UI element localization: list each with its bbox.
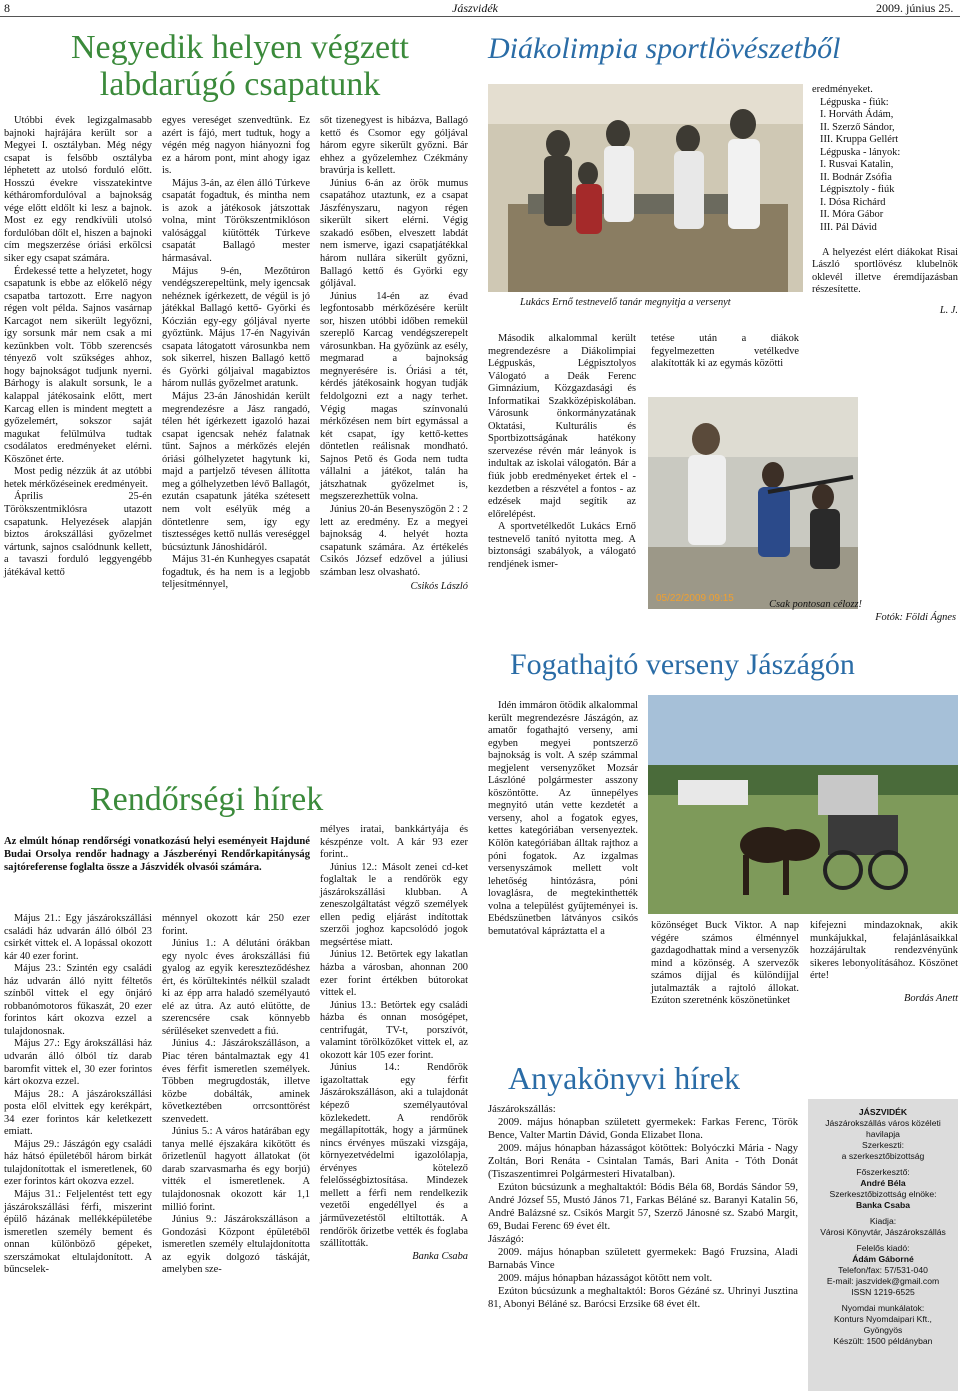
police-column-3: [320, 824, 468, 1263]
paragraph: tetése után a diákok fegyelmezetten vetélkedve alakították ki az egymás közötti: [651, 333, 799, 370]
paragraph: Június 14-én az évad legfontosabb mérkőzésére került sor, hiszen utóbbi időben remekül szereplő Karcag vendégszerepelt városunkban. Ha győzünk az esély, megmarad a bajnokság megnyerésére is. Óriási a tét, kérdés játékosaink hogyan tudják feldolgozni ezt a nagy terhet. Végig magas színvonalú mérkőzésen nem bírt egymással a két csapat, így kettő-kettes döntetlen reálisnak mondható. Sajnos Pető és Goda nem tudta vállalni a játékot, talán ha játszhatnak győzelmet is, megszerezhettük volna.: [320, 290, 468, 503]
imprint-line: Felelős kiadó:: [856, 1243, 910, 1253]
result-item: III. Pál Dávid: [820, 222, 877, 234]
result-heading: Légpuska - lányok:: [820, 146, 901, 158]
paragraph: Most pedig nézzük át az utóbbi hetek mérkőzéseinek eredményeit.: [4, 466, 152, 490]
imprint-line: Készült: 1500 példányban: [833, 1336, 933, 1346]
paragraph: Június 12. Betörtek egy lakatlan házba a városban, ahonnan 200 ezer forint értékben bútorokat vittek el.: [320, 949, 468, 999]
imprint-box: [808, 1099, 958, 1391]
paragraph: ménnyel okozott kár 250 ezer forint.: [162, 913, 310, 937]
paragraph: Június 6-án az örök mumus csapatához utaztunk, ez a csapat Jászfényszaru, nagyon régen sikerült sikert elérni. Végig szakadó esőben, elveszett labdát nem ismerve, igazi csapatjátékkal három nullára sikerült győzni, Ballagó kettő és Györki egy góljával.: [320, 177, 468, 290]
carriage-photo: [648, 695, 958, 914]
police-title: Rendőrségi hírek: [90, 781, 324, 818]
carriage-title: Fogathajtó verseny Jászágón: [510, 648, 855, 681]
paragraph: Június 12.: Másolt zenei cd-ket foglaltak le a rendőrök egy jászárokszállási klubban. A zeneszolgáltatást végző személyek ellen pedig eljárást indítottak szerzői joghoz kapcsolódó jogok megsértése miatt.: [320, 861, 468, 948]
imprint-line: Nyomdai munkálatok:: [841, 1303, 925, 1313]
paragraph: Április 25-én Törökszentmiklósra utazott csapatunk. Helyezések alapján biztos árokszállási győzelmet vártunk, sajnos csalódnunk kellett, a tavaszi forduló leggyengébb játékával kettő: [4, 491, 152, 578]
police-column-2: [162, 913, 310, 1277]
imprint-line: a szerkesztőbizottság: [841, 1151, 925, 1161]
result-item: I. Rusvai Katalin,: [820, 159, 894, 171]
shooting-column-2: [651, 333, 799, 371]
carriage-column-1: [488, 700, 638, 938]
result-item: II. Móra Gábor: [820, 209, 884, 221]
result-heading: Légpisztoly - fiúk: [820, 184, 895, 196]
paragraph: egyes vereséget szenvedtünk. Ez azért is fájó, mert tudtuk, hogy a végén még nagyon hiányozni fog ez a három pont, mint ahogy igaz is.: [162, 115, 310, 177]
shooting-signature: L. J.: [939, 304, 958, 316]
football-signature: Csikós László: [410, 581, 468, 593]
imprint-line: Kiadja:: [869, 1216, 897, 1226]
registry-place-label: Jászárokszállás:: [488, 1104, 556, 1115]
shooting-results: [812, 84, 958, 317]
paragraph: Utóbbi évek legizgalmasabb bajnoki hajrájára került sor a Megyei I. osztályban. Még négy csapat is felsőbb osztályba léphetett az utolsó forduló előtt. Hosszú évekre visszatekintve kétháromfordulóval a bajnokság vége előtt eldőlt ki lesz a bajnok. Most ez egy rendkívüli utolsó fordulóban dőlt el, hiszen a bajnoki cím megszerzése óriási erkölcsi siker egy csapat számára.: [4, 115, 152, 265]
football-column-2: [162, 115, 310, 592]
paragraph: Május 27.: Egy árokszállási ház udvarán álló ólból tíz darab baromfit vittek el, 30 ezer forintos kárt okozva ezzel.: [4, 1038, 152, 1088]
paragraph: kifejezni mindazoknak, akik munkájukkal, felajánlásaikkal hozzájárultak rendezvényünk sikeres lebonyolításához. Köszönet érte!: [810, 920, 958, 982]
paragraph: Érdekessé tette a helyzetet, hogy csapatunk is ebbe az előkelő négy csapatba tartozott. Erre nagyon régen volt példa. Sajnos vasárnap Karcagot nem sikerült legyőzni, így sorsunk már nem csak a mi kezünkben volt. Több szerencsés tényező volt szükséges ahhoz, hogy bajnokságot tudjunk nyerni. Bárhogy is alakult sorsunk, le a kalappal játékosaink előtt, mert Karcag ellen is mindent megtett a győzelemért, sokszor saját magukat felülmúlva tudtak csodálatos eredményeket elérni. Köszönet érte.: [4, 265, 152, 465]
page-number: 8: [4, 1, 10, 15]
shooting-column-1: [488, 333, 636, 571]
carriage-signature: Bordás Anett: [904, 992, 958, 1004]
photo-credit: Fotók: Földi Ágnes: [875, 612, 956, 623]
result-item: I. Dósa Richárd: [820, 196, 886, 208]
shooting-title: Diákolimpia sportlövészetből: [488, 32, 841, 65]
result-item: II. Bodnár Zsófia: [820, 171, 892, 183]
paragraph: 2009. május hónapban házasságot kötött nem volt.: [498, 1273, 713, 1284]
paragraph: Június 5.: A város határában egy tanya mellé éjszakára kikötött és őrizetlenül hagyott állatokat (öt darab szarvasmarha és egy borjú) vitték el ismeretlenek. A tulajdonosnak okozott kár 1,1 millió forint.: [162, 1126, 310, 1213]
football-title: Negyedik helyen végzett labdarúgó csapatunk: [71, 29, 409, 103]
imprint-line: Városi Könyvtár, Jászárokszállás: [820, 1227, 946, 1237]
shooting-photo-1-caption: Lukács Ernő testnevelő tanár megnyitja a versenyt: [520, 297, 731, 308]
paragraph: Május 23.: Szintén egy családi ház udvarán álló nyitt féltetős színből vittek el egy önjáró robbanómotoros fűkaszát, 20 ezer forintos kárt okozva ezzel a tulajdonosnak.: [4, 963, 152, 1037]
paragraph: Június 20-án Besenyszögön 2 : 2 lett az eredmény. Ez a megyei bajnokság 4. helyét hozta csapatunk számára. Az értékelés Csikós József edzővel a júliusi számban lesz olvasható.: [320, 503, 468, 578]
paragraph: 2009. május hónapban született gyermekek: Farkas Ferenc, Török Bence, Valter Martin Dávid, Gonda Elizabet Ilona.: [488, 1117, 798, 1141]
paragraph: Május 31.: Feljelentést tett egy jászárokszállási férfi, miszerint épülő házának mellékképületébe ismeretlen személy bement és onnan különböző gépeket, szerszámokat eltulajdonított. A bűncselek-: [4, 1189, 152, 1276]
paragraph: Május 21.: Egy jászárokszállási családi ház udvarán álló ólból 23 csirkét vittek el. A lopással okozott kár 40 ezer forint.: [4, 913, 152, 962]
football-column-1: [4, 115, 152, 579]
photo-timestamp: 05/22/2009 09:15: [656, 593, 734, 604]
students-group-photo: [488, 84, 803, 292]
issue-date: 2009. június 25.: [876, 1, 954, 15]
imprint-line: ISSN 1219-6525: [851, 1287, 915, 1297]
carriage-column-3: [810, 920, 958, 1005]
shooting-range-photo: [648, 397, 858, 609]
football-column-3: [320, 115, 468, 594]
registry-title: Anyakönyvi hírek: [508, 1060, 740, 1096]
result-item: I. Horváth Ádám,: [820, 109, 894, 121]
paragraph: mélyes iratai, bankkártyája és készpénze volt. A kár 93 ezer forint..: [320, 824, 468, 861]
paragraph: 2009. május hónapban házasságot kötöttek: Bolyóczki Mária - Nagy Zoltán, Bori Renáta - Csintalan Tamás, Bari Anita - Tóth Donát (Tiszaszentimrei Polgármesteri Hivatalban).: [488, 1143, 798, 1180]
registry-place-label: Jászágó:: [488, 1234, 524, 1245]
results-list: [812, 97, 958, 235]
results-intro: eredményeket.: [812, 84, 873, 95]
paragraph: Június 9.: Jászárokszálláson a Gondozási Központ épületéből ismeretlen személy eltulajdonította az egyik dolgozó táskáját, amelyben sze-: [162, 1214, 310, 1276]
police-intro: Az elmúlt hónap rendőrségi vonatkozású helyi eseményeit Hajduné Budai Orsolya rendőr hadnagy a Jászberényi Rendőrkapitányság sajtóreferense foglalta össze a Jászvidék olvasói számára.: [4, 836, 310, 873]
newspaper-name: Jászvidék: [452, 1, 498, 15]
registry-body: [488, 1103, 798, 1311]
paragraph: 2009. május hónapban született gyermekek: Bagó Fruzsina, Aladi Barnabás Vince: [488, 1247, 798, 1271]
paragraph: közönséget Buck Viktor. A nap végére számos élménnyel gazdagodhattak mind a versenyzők mind a közönség. A szervezők számos díjjal és különdíjjal jutalmazták a rajtoló állokat. Ezúton szeretnénk köszönetünket: [651, 920, 799, 1007]
shooting-photo-2-caption: Csak pontosan célozz!: [769, 599, 862, 610]
police-column-1: [4, 913, 152, 1277]
paragraph: A sportvetélkedőt Lukács Ernő testnevelő tanító nyitotta meg. A biztonsági szabályok, a válogató rendjének ismer-: [488, 521, 636, 570]
imprint-line: André Béla: [860, 1178, 906, 1188]
paragraph: Idén immáron ötödik alkalommal került megrendezésre Jászágón, az amatőr fogathajtó verseny, ami egyben megyei pontszerző bajnokság is volt. A szép számmal megjelent versenyzőket Mozsár Lászlóné polgármester asszony köszöntötte. Az ünnepélyes megnyitó után vette kezdetét a verseny, ahol a fogatok egyes, kettes kategóriában versenyeztek. Kölön kategóriában álltak rajthoz a póni fogatok. Az izgalmas versenyszámok mellett volt lehetőség hintózásra, póni lovaglásra, de megtekinthették volna a települést gyűjteményei is. Ebédszünetben látványos csikós bemutatóval kápráztatta el a: [488, 700, 638, 937]
imprint-line: Jászárokszállás város közéleti: [825, 1118, 941, 1128]
paragraph: sőt tizenegyest is hibázva, Ballagó kettő és Csomor egy góljával három egyre sikerült győzni. Bár ehhez a győzelemhez Czékmány bravúrja is kellett.: [320, 115, 468, 177]
paragraph: Május 3-án, az élen álló Túrkeve csapatát fogadtuk, és mintha nem is azok a játékosok játszottak volna, mint Törökszentmiklóson valósággal kiütötték Túrkeve csapatát Ballagó mester hármasával.: [162, 177, 310, 265]
imprint-line: JÁSZVIDÉK: [858, 1107, 908, 1117]
horse-carriage-photo: [648, 695, 958, 914]
carriage-column-2: [651, 920, 799, 1008]
paragraph: Június 4.: Jászárokszálláson, a Piac téren bántalmaztak egy 41 éves férfit ismeretlen személyek. Többen megrugdosták, illetve közbe dobálták, aminek következtében orrcsonttörést szenvedett.: [162, 1038, 310, 1125]
page-header: [0, 0, 960, 17]
imprint-line: Telefon/fax: 57/531-040: [838, 1265, 928, 1275]
paragraph: Ezúton búcsúzunk a meghaltaktól: Bódis Béla 68, Bordás Sándor 59, André József 55, Mustó János 71, Farkas Béláné sz. Baranyi Katalin 56, André Balázsné sz. Csikós Margit 57, Szerző Jánosné sz. Szabó Margit, 69, Budai Ferenc 69 évet élt.: [488, 1182, 798, 1232]
imprint-line: Szerkeszti:: [861, 1140, 905, 1150]
police-signature: Banka Csaba: [412, 1250, 468, 1262]
imprint-line: Konturs Nyomdaipari Kft.,: [834, 1314, 932, 1324]
result-item: II. Szerző Sándor,: [820, 121, 895, 133]
shooting-photo-1: [488, 84, 803, 292]
imprint-line: E-mail: jaszvidek@gmail.com: [826, 1276, 940, 1286]
paragraph: Május 9-én, Mezőtúron vendégszerepeltünk, mely igencsak nehéznek ígérkezett, de végül is jó játékkal Ballagó kettő- Györki és Kóczián egy-egy góljával nyerte győztünk. Május 17-én Nagyiván csapata látogatott városunkba nem sok sikerrel, hiszen Ballagó kettő és Györki góljaival magabiztos három nullás győzelmet aratunk.: [162, 265, 310, 390]
paragraph: Május 28.: A jászárokszállási posta elől elvittek egy kerékpárt, 34 ezer forintos kár keletkezett emiatt.: [4, 1088, 152, 1138]
paragraph: Ezúton búcsúzunk a meghaltaktól: Boros Gézáné sz. Uhrinyi Jusztina 81, Abonyi Béláné sz. Barócsi Erzsike 68 évet élt.: [488, 1286, 798, 1310]
imprint-line: Szerkesztőbizottság elnöke:: [829, 1189, 937, 1199]
paragraph: A helyezést elért diákokat Risai László sportlövész klubelnök oklevél illetve éremdíjazásban részesítette.: [812, 246, 958, 296]
imprint-line: Ádám Gáborné: [852, 1254, 914, 1264]
result-heading: Légpuska - fiúk:: [820, 96, 889, 108]
shooting-photo-2: [648, 397, 858, 609]
imprint-lines: [808, 1099, 958, 1347]
imprint-line: Banka Csaba: [856, 1200, 910, 1210]
paragraph: Május 29.: Jászágón egy családi ház hátsó épületéből három birkát tulajdonítottak el ismeretlenek, 60 ezer forintos kárt okozva ezzel.: [4, 1138, 152, 1188]
imprint-line: Főszerkesztő:: [856, 1167, 910, 1177]
result-item: III. Kruppa Gellért: [820, 134, 899, 146]
paragraph: Május 23-án Jánoshidán került megrendezésre a Jász rangadó, télen hét ígérkezett igazoló hazai csapat igencsak nehéz falatnak tűnt. Sajnos a mérkőzés elején óriási gólhelyzetet hagytunk ki, majd a partjelző tévesen állította meg a gólhelyzetben lévő Ballagót, ezután csapatunk játéka szétesett nem volt esélyük még a döntetlenre sem, így egy tisztességes kettő nullás vereséggel búcsúztunk Jánoshidáról.: [162, 391, 310, 553]
paragraph: Második alkalommal került megrendezésre a Diákolimpiai Légpuskás, Légpisztolyos Válogató a Deák Ferenc Gimnázium, Közgazdasági és Informatikai Szakközépiskolában. Városunk önkormányzatának Oktatási, Kulturális és Sportbizottságának hatékony szervezése révén már leányok is indultak az iskolai válogatón. Bár a fiúk jobb eredményeket értek el - kezdetben a részvétel a fontos - az edzések majd segítik az előrelépést.: [488, 333, 636, 520]
paragraph: Május 31-én Kunhegyes csapatát fogadtuk, és ha nem is a legjobb teljesítménnyel,: [162, 554, 310, 591]
imprint-line: havilapja: [866, 1129, 900, 1139]
imprint-line: Gyöngyös: [863, 1325, 903, 1335]
paragraph: Június 13.: Betörtek egy családi házba és onnan mosógépet, centrifugát, TV-t, porszívót, valamint törölközőket vittek el, az okozott kár 105 ezer forint.: [320, 999, 468, 1061]
paragraph: Június 14.: Rendőrök igazoltattak egy férfit Jászárokszálláson, aki a tulajdonát képező személyautóval közlekedett. A rendőrök megállapították, hogy a járműnek nincs érvényes műszaki vizsgája, környezetvédelmi igazolólapja, érvényes kötelező felelősségbiztosítása. Mindezek mellett a férfi nem rendelkezik vezetői engedéllyel és a járművezetéstől eltiltották. A rendőrök őrizetbe vették és foglaba szállították.: [320, 1062, 468, 1250]
paragraph: Június 1.: A délutáni órákban egy nyolc éves árokszállási fiú gyalog az egyik kereszteződéshez ért, és körültekintés nélkül szaladt ki az épp arra haladó személyautó elé az útra. Az autó elütötte, de szerencsére csak könnyebb sérüléseket szenvedett a fiú.: [162, 938, 310, 1037]
